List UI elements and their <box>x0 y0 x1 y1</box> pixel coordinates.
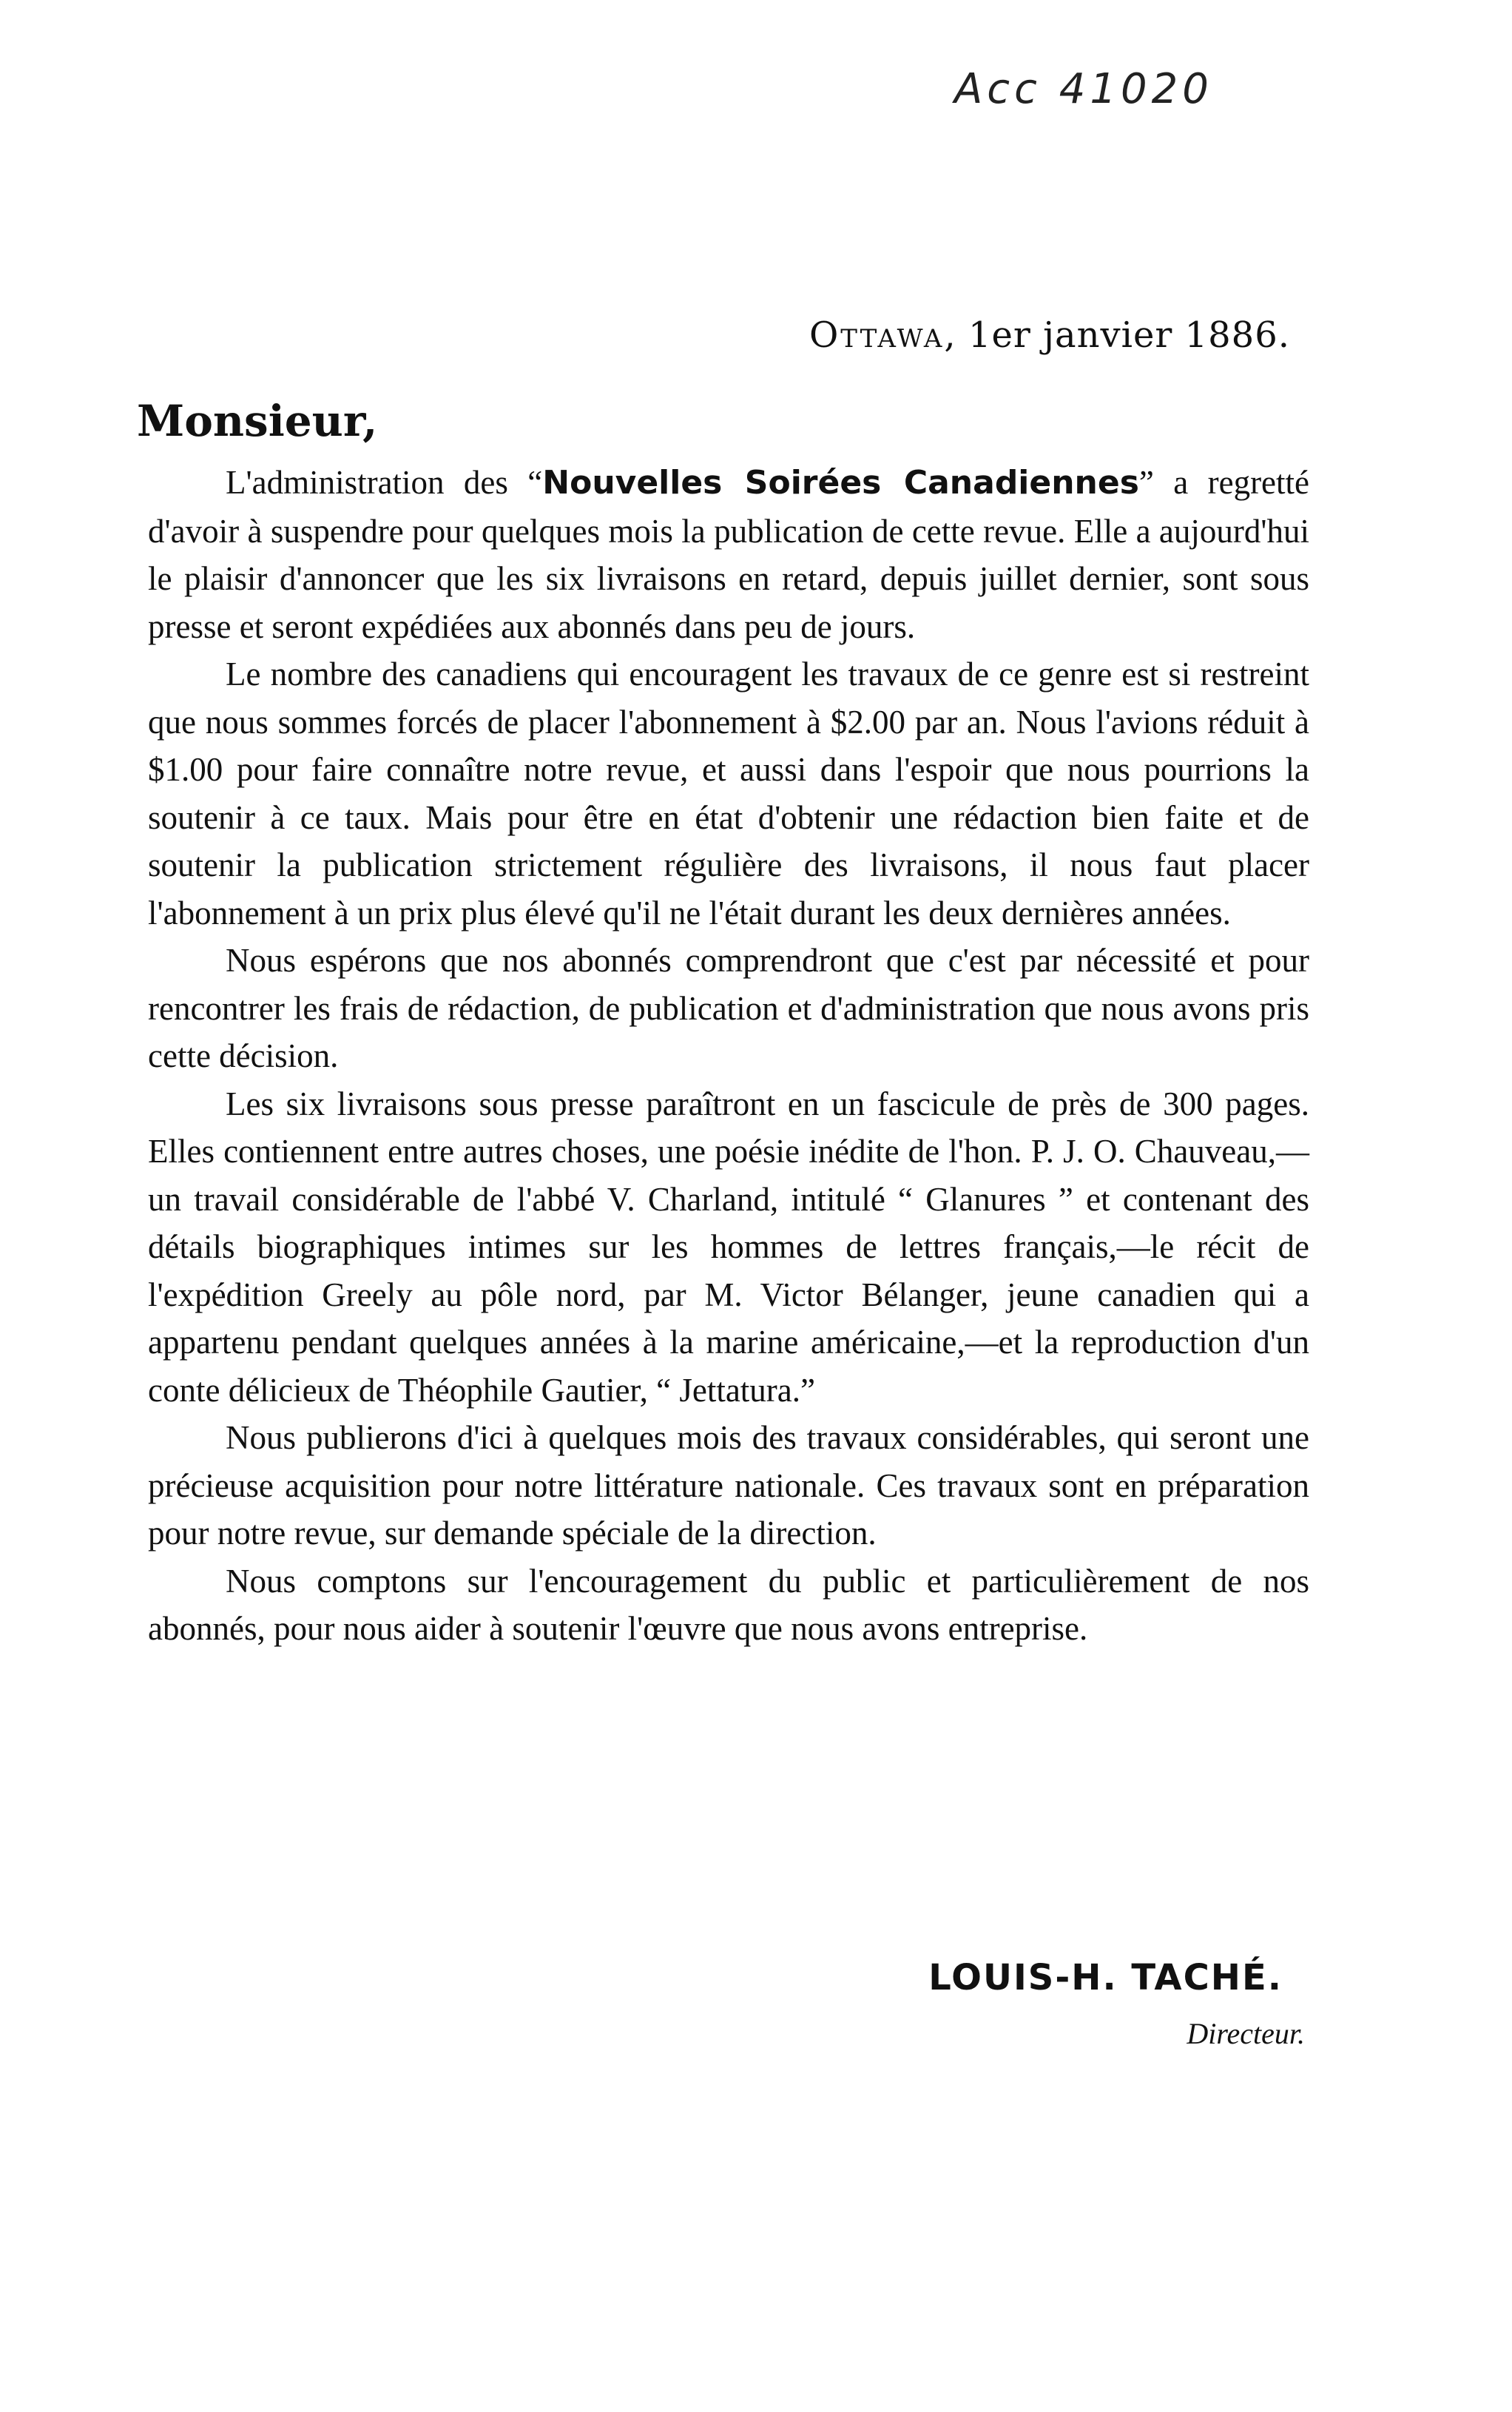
letter-body <box>148 459 1309 1653</box>
salutation: Monsieur, <box>137 396 378 446</box>
dateline-date: , 1er janvier 1886. <box>944 314 1290 356</box>
paragraph-1-start: L'administration des “ <box>226 464 543 501</box>
dateline <box>809 314 1290 356</box>
paragraph-6: Nous comptons sur l'encouragement du public et particulièrement de nos abonnés, pour nous aider à soutenir l'œuvre que nous avons entreprise. <box>148 1562 1309 1647</box>
review-title: Nouvelles Soirées Canadiennes <box>542 464 1139 502</box>
dateline-city: Ottawa <box>809 314 945 356</box>
signature-role: Directeur. <box>1187 2017 1305 2050</box>
signature-name: LOUIS-H. TACHÉ. <box>928 1957 1283 1998</box>
paragraph-1 <box>148 459 1309 650</box>
paragraph-3: Nous espérons que nos abonnés comprendront que c'est par nécessité et pour rencontrer les frais de rédaction, de publication et d'administration que nous avons pris cette décision. <box>148 942 1309 1074</box>
paragraph-5: Nous publierons d'ici à quelques mois des travaux considérables, qui seront une précieuse acquisition pour notre littérature nationale. Ces travaux sont en préparation pour notre revue, sur demande spéciale de la direction. <box>148 1419 1309 1552</box>
paragraph-1-end: ” a regretté d'avoir à suspendre pour quelques mois la publication de cette revue. Elle a aujourd'hui le plaisir d'annoncer que les six livraisons en retard, depuis juillet dernier, sont sous presse et seront expédiées aux abonnés dans peu de jours. <box>148 464 1310 645</box>
paragraph-2: Le nombre des canadiens qui encouragent les travaux de ce genre est si restreint que nous sommes forcés de placer l'abonnement à $2.00 par an. Nous l'avions réduit à $1.00 pour faire connaître notre revue, et aussi dans l'espoir que nous pourrions la soutenir à ce taux. Mais pour être en état d'obtenir une rédaction bien faite et de soutenir la publication strictement régulière des livraisons, il nous faut placer l'abonnement à un prix plus élevé qu'il ne l'était durant les deux dernières années. <box>148 656 1309 932</box>
paragraph-4: Les six livraisons sous presse paraîtront en un fascicule de près de 300 pages. Elles contiennent entre autres choses, une poésie inédite de l'hon. P. J. O. Chauveau,—un travail considérable de l'abbé V. Charland, intitulé “ Glanures ” et contenant des détails biographiques intimes sur les hommes de lettres français,—le récit de l'expédition Greely au pôle nord, par M. Victor Bélanger, jeune canadien qui a appartenu pendant quelques années à la marine américaine,—et la reproduction d'un conte délicieux de Théophile Gautier, “ Jettatura.” <box>148 1085 1309 1409</box>
accession-number: Acc 41020 <box>954 65 1213 113</box>
